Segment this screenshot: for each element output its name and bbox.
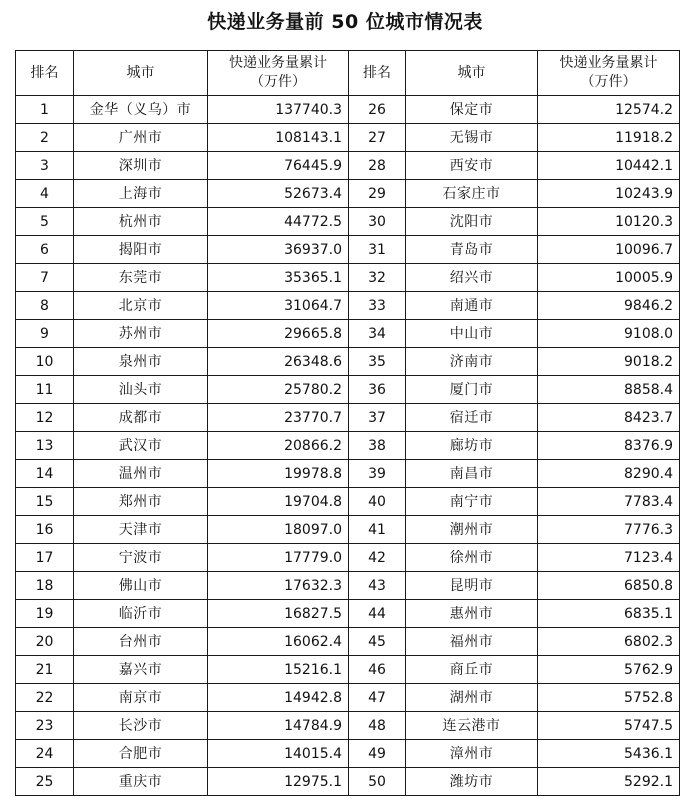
table-row xyxy=(16,712,680,740)
volume-cell: 5762.9 xyxy=(538,656,680,684)
rank-cell: 18 xyxy=(16,572,74,600)
rank-cell: 2 xyxy=(16,124,74,152)
volume-cell: 26348.6 xyxy=(208,348,349,376)
table-row xyxy=(16,628,680,656)
rank-cell: 13 xyxy=(16,432,74,460)
rank-cell: 41 xyxy=(349,516,406,544)
volume-cell: 17779.0 xyxy=(208,544,349,572)
volume-cell: 17632.3 xyxy=(208,572,349,600)
volume-header-left-line2: （万件） xyxy=(250,74,306,90)
volume-cell: 5292.1 xyxy=(538,768,680,796)
rank-header-right: 排名 xyxy=(349,51,406,96)
volume-cell: 16062.4 xyxy=(208,628,349,656)
volume-cell: 10243.9 xyxy=(538,180,680,208)
city-cell: 石家庄市 xyxy=(406,180,538,208)
volume-cell: 44772.5 xyxy=(208,208,349,236)
volume-cell: 20866.2 xyxy=(208,432,349,460)
rank-cell: 12 xyxy=(16,404,74,432)
rank-cell: 20 xyxy=(16,628,74,656)
rank-cell: 46 xyxy=(349,656,406,684)
city-cell: 沈阳市 xyxy=(406,208,538,236)
rank-cell: 30 xyxy=(349,208,406,236)
volume-cell: 6835.1 xyxy=(538,600,680,628)
volume-cell: 9108.0 xyxy=(538,320,680,348)
volume-cell: 35365.1 xyxy=(208,264,349,292)
volume-cell: 10005.9 xyxy=(538,264,680,292)
city-cell: 廊坊市 xyxy=(406,432,538,460)
city-cell: 西安市 xyxy=(406,152,538,180)
volume-cell: 6850.8 xyxy=(538,572,680,600)
volume-cell: 7776.3 xyxy=(538,516,680,544)
rank-cell: 29 xyxy=(349,180,406,208)
volume-cell: 14942.8 xyxy=(208,684,349,712)
table-row xyxy=(16,404,680,432)
table-row xyxy=(16,572,680,600)
rank-cell: 31 xyxy=(349,236,406,264)
volume-cell: 10120.3 xyxy=(538,208,680,236)
rank-cell: 48 xyxy=(349,712,406,740)
volume-cell: 14015.4 xyxy=(208,740,349,768)
volume-header-left-line1: 快递业务量累计 xyxy=(229,55,327,71)
rank-cell: 43 xyxy=(349,572,406,600)
table-row xyxy=(16,208,680,236)
city-cell: 北京市 xyxy=(74,292,208,320)
volume-cell: 76445.9 xyxy=(208,152,349,180)
rank-cell: 47 xyxy=(349,684,406,712)
rank-cell: 16 xyxy=(16,516,74,544)
rank-cell: 11 xyxy=(16,376,74,404)
city-cell: 佛山市 xyxy=(74,572,208,600)
city-cell: 临沂市 xyxy=(74,600,208,628)
rank-cell: 22 xyxy=(16,684,74,712)
table-row xyxy=(16,320,680,348)
table-row xyxy=(16,124,680,152)
volume-cell: 9846.2 xyxy=(538,292,680,320)
city-cell: 惠州市 xyxy=(406,600,538,628)
city-cell: 嘉兴市 xyxy=(74,656,208,684)
city-cell: 广州市 xyxy=(74,124,208,152)
rank-cell: 24 xyxy=(16,740,74,768)
volume-cell: 7783.4 xyxy=(538,488,680,516)
rank-cell: 33 xyxy=(349,292,406,320)
table-row xyxy=(16,432,680,460)
rank-cell: 32 xyxy=(349,264,406,292)
city-header-right: 城市 xyxy=(406,51,538,96)
volume-cell: 36937.0 xyxy=(208,236,349,264)
volume-cell: 16827.5 xyxy=(208,600,349,628)
rank-cell: 8 xyxy=(16,292,74,320)
city-cell: 徐州市 xyxy=(406,544,538,572)
city-cell: 温州市 xyxy=(74,460,208,488)
volume-cell: 14784.9 xyxy=(208,712,349,740)
city-cell: 重庆市 xyxy=(74,768,208,796)
volume-cell: 23770.7 xyxy=(208,404,349,432)
rank-cell: 9 xyxy=(16,320,74,348)
city-cell: 无锡市 xyxy=(406,124,538,152)
rank-cell: 4 xyxy=(16,180,74,208)
rank-cell: 21 xyxy=(16,656,74,684)
city-cell: 南京市 xyxy=(74,684,208,712)
rank-cell: 1 xyxy=(16,96,74,124)
rank-cell: 6 xyxy=(16,236,74,264)
rank-cell: 23 xyxy=(16,712,74,740)
rank-cell: 50 xyxy=(349,768,406,796)
table-row xyxy=(16,460,680,488)
table-row xyxy=(16,376,680,404)
volume-cell: 29665.8 xyxy=(208,320,349,348)
volume-cell: 108143.1 xyxy=(208,124,349,152)
table-header xyxy=(16,51,680,96)
table-row xyxy=(16,292,680,320)
city-cell: 潍坊市 xyxy=(406,768,538,796)
rank-cell: 39 xyxy=(349,460,406,488)
city-cell: 连云港市 xyxy=(406,712,538,740)
city-cell: 汕头市 xyxy=(74,376,208,404)
table-row xyxy=(16,544,680,572)
table-row xyxy=(16,96,680,124)
city-cell: 南通市 xyxy=(406,292,538,320)
rank-cell: 44 xyxy=(349,600,406,628)
city-cell: 深圳市 xyxy=(74,152,208,180)
rank-cell: 15 xyxy=(16,488,74,516)
table-body xyxy=(16,96,680,796)
rank-cell: 3 xyxy=(16,152,74,180)
rank-cell: 49 xyxy=(349,740,406,768)
volume-cell: 19978.8 xyxy=(208,460,349,488)
volume-cell: 7123.4 xyxy=(538,544,680,572)
volume-cell: 137740.3 xyxy=(208,96,349,124)
volume-cell: 31064.7 xyxy=(208,292,349,320)
city-cell: 商丘市 xyxy=(406,656,538,684)
city-cell: 宿迁市 xyxy=(406,404,538,432)
city-cell: 保定市 xyxy=(406,96,538,124)
volume-cell: 5752.8 xyxy=(538,684,680,712)
city-cell: 合肥市 xyxy=(74,740,208,768)
rank-cell: 26 xyxy=(349,96,406,124)
page-title: 快递业务量前 50 位城市情况表 xyxy=(207,11,483,33)
volume-cell: 12574.2 xyxy=(538,96,680,124)
rank-cell: 36 xyxy=(349,376,406,404)
header-row xyxy=(16,51,680,96)
city-cell: 东莞市 xyxy=(74,264,208,292)
volume-cell: 52673.4 xyxy=(208,180,349,208)
table-row xyxy=(16,236,680,264)
city-cell: 天津市 xyxy=(74,516,208,544)
city-cell: 郑州市 xyxy=(74,488,208,516)
city-cell: 中山市 xyxy=(406,320,538,348)
volume-cell: 15216.1 xyxy=(208,656,349,684)
rank-cell: 37 xyxy=(349,404,406,432)
rank-cell: 42 xyxy=(349,544,406,572)
rank-cell: 34 xyxy=(349,320,406,348)
volume-cell: 12975.1 xyxy=(208,768,349,796)
city-cell: 南昌市 xyxy=(406,460,538,488)
volume-header-right xyxy=(538,51,680,96)
volume-cell: 25780.2 xyxy=(208,376,349,404)
volume-cell: 8858.4 xyxy=(538,376,680,404)
city-cell: 潮州市 xyxy=(406,516,538,544)
volume-cell: 11918.2 xyxy=(538,124,680,152)
rank-cell: 35 xyxy=(349,348,406,376)
city-cell: 济南市 xyxy=(406,348,538,376)
volume-cell: 19704.8 xyxy=(208,488,349,516)
table-row xyxy=(16,516,680,544)
city-cell: 厦门市 xyxy=(406,376,538,404)
table-row xyxy=(16,152,680,180)
city-cell: 揭阳市 xyxy=(74,236,208,264)
rank-cell: 10 xyxy=(16,348,74,376)
rank-cell: 28 xyxy=(349,152,406,180)
table-row xyxy=(16,264,680,292)
volume-header-left xyxy=(208,51,349,96)
city-cell: 长沙市 xyxy=(74,712,208,740)
city-cell: 苏州市 xyxy=(74,320,208,348)
volume-cell: 9018.2 xyxy=(538,348,680,376)
city-cell: 泉州市 xyxy=(74,348,208,376)
city-cell: 杭州市 xyxy=(74,208,208,236)
table-row xyxy=(16,348,680,376)
volume-cell: 10442.1 xyxy=(538,152,680,180)
volume-cell: 18097.0 xyxy=(208,516,349,544)
volume-cell: 10096.7 xyxy=(538,236,680,264)
city-cell: 金华（义乌）市 xyxy=(74,96,208,124)
volume-header-right-line1: 快递业务量累计 xyxy=(559,55,658,71)
city-cell: 湖州市 xyxy=(406,684,538,712)
table-row xyxy=(16,488,680,516)
rank-cell: 38 xyxy=(349,432,406,460)
city-cell: 昆明市 xyxy=(406,572,538,600)
rank-cell: 27 xyxy=(349,124,406,152)
city-cell: 南宁市 xyxy=(406,488,538,516)
table-row xyxy=(16,656,680,684)
city-cell: 武汉市 xyxy=(74,432,208,460)
city-cell: 成都市 xyxy=(74,404,208,432)
table-row xyxy=(16,180,680,208)
city-cell: 宁波市 xyxy=(74,544,208,572)
city-cell: 福州市 xyxy=(406,628,538,656)
city-header-left: 城市 xyxy=(74,51,208,96)
table-row xyxy=(16,740,680,768)
rank-cell: 40 xyxy=(349,488,406,516)
city-cell: 台州市 xyxy=(74,628,208,656)
city-ranking-table xyxy=(15,50,680,796)
table-row xyxy=(16,768,680,796)
volume-cell: 8423.7 xyxy=(538,404,680,432)
volume-cell: 6802.3 xyxy=(538,628,680,656)
volume-cell: 5436.1 xyxy=(538,740,680,768)
rank-cell: 19 xyxy=(16,600,74,628)
rank-cell: 7 xyxy=(16,264,74,292)
rank-header-left: 排名 xyxy=(16,51,74,96)
city-cell: 漳州市 xyxy=(406,740,538,768)
table-row xyxy=(16,600,680,628)
rank-cell: 25 xyxy=(16,768,74,796)
city-cell: 上海市 xyxy=(74,180,208,208)
rank-cell: 14 xyxy=(16,460,74,488)
volume-cell: 5747.5 xyxy=(538,712,680,740)
rank-cell: 5 xyxy=(16,208,74,236)
volume-header-right-line2: （万件） xyxy=(580,74,637,90)
city-cell: 青岛市 xyxy=(406,236,538,264)
rank-cell: 45 xyxy=(349,628,406,656)
table-row xyxy=(16,684,680,712)
city-cell: 绍兴市 xyxy=(406,264,538,292)
rank-cell: 17 xyxy=(16,544,74,572)
volume-cell: 8290.4 xyxy=(538,460,680,488)
volume-cell: 8376.9 xyxy=(538,432,680,460)
